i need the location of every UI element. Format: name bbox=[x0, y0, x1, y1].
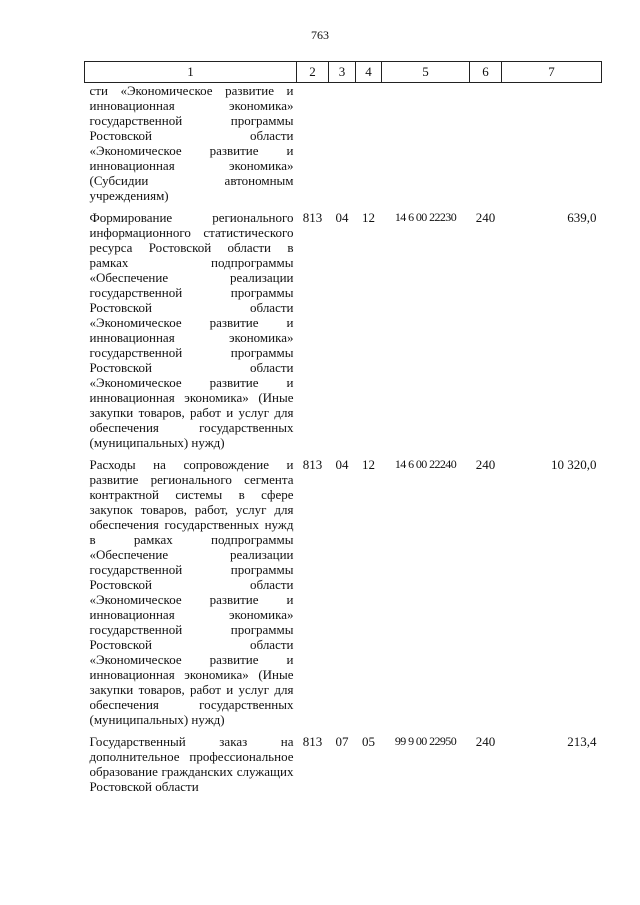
table-row bbox=[85, 83, 602, 204]
amount: 639,0 bbox=[567, 210, 597, 225]
target-article-code: 14 6 00 22230 bbox=[394, 210, 457, 224]
budget-table bbox=[84, 61, 602, 794]
table-row bbox=[85, 203, 602, 450]
row-description: сти «Экономическое развитие и инновационная экономика» государственной программы Ростовской области «Экономическое развитие и инновационная экономика» (Субсидии автономным учреждениям) bbox=[89, 83, 294, 203]
section-code: 07 bbox=[335, 734, 349, 749]
subsection-code bbox=[356, 83, 382, 204]
row-description: Формирование регионального информационного статистического ресурса Ростовской области в рамках подпрограммы «Обеспечение реализации государственной программы Ростовской области «Экономическое развитие и инновационная экономика» государственной программы Ростовской области «Экономическое развитие и инновационная экономика» (Иные закупки товаров, работ и услуг для обеспечения государственных (муниципальных) нужд) bbox=[89, 210, 294, 450]
table-row bbox=[85, 450, 602, 727]
amount bbox=[502, 83, 602, 204]
column-header: 5 bbox=[382, 62, 470, 83]
section-code bbox=[329, 83, 356, 204]
target-article-code: 14 6 00 22240 bbox=[394, 457, 457, 471]
page-number: 763 bbox=[311, 28, 329, 42]
ministry-code: 813 bbox=[302, 734, 323, 749]
row-description: Расходы на сопровождение и развитие регионального сегмента контрактной системы в сфере закупок товаров, работ, услуг для обеспечения государственных нужд в рамках подпрограммы «Обеспечение реализации государственной программы Ростовской области «Экономическое развитие и инновационная экономика» государственной программы Ростовской области «Экономическое развитие и инновационная экономика» (Иные закупки товаров, работ и услуг для обеспечения государственных (муниципальных) нужд) bbox=[89, 457, 294, 727]
column-header: 6 bbox=[470, 62, 502, 83]
amount: 213,4 bbox=[567, 734, 597, 749]
column-header: 4 bbox=[356, 62, 382, 83]
ministry-code bbox=[297, 83, 329, 204]
expense-type-code: 240 bbox=[475, 210, 496, 225]
expense-type-code bbox=[470, 83, 502, 204]
amount: 10 320,0 bbox=[551, 457, 597, 472]
target-article-code: 99 9 00 22950 bbox=[394, 734, 457, 748]
expense-type-code: 240 bbox=[475, 734, 496, 749]
subsection-code: 05 bbox=[362, 734, 375, 749]
table-header-row bbox=[85, 62, 602, 83]
section-code: 04 bbox=[335, 210, 349, 225]
column-header: 3 bbox=[329, 62, 356, 83]
subsection-code: 12 bbox=[362, 457, 375, 472]
ministry-code: 813 bbox=[302, 457, 323, 472]
ministry-code: 813 bbox=[302, 210, 323, 225]
row-description: Государственный заказ на дополнительное профессиональное образование гражданских служащих Ростовской области bbox=[89, 734, 294, 794]
section-code: 04 bbox=[335, 457, 349, 472]
column-header: 2 bbox=[297, 62, 329, 83]
subsection-code: 12 bbox=[362, 210, 375, 225]
target-article-code bbox=[382, 83, 470, 204]
column-header: 1 bbox=[85, 62, 297, 83]
expense-type-code: 240 bbox=[475, 457, 496, 472]
table-row bbox=[85, 727, 602, 794]
column-header: 7 bbox=[502, 62, 602, 83]
